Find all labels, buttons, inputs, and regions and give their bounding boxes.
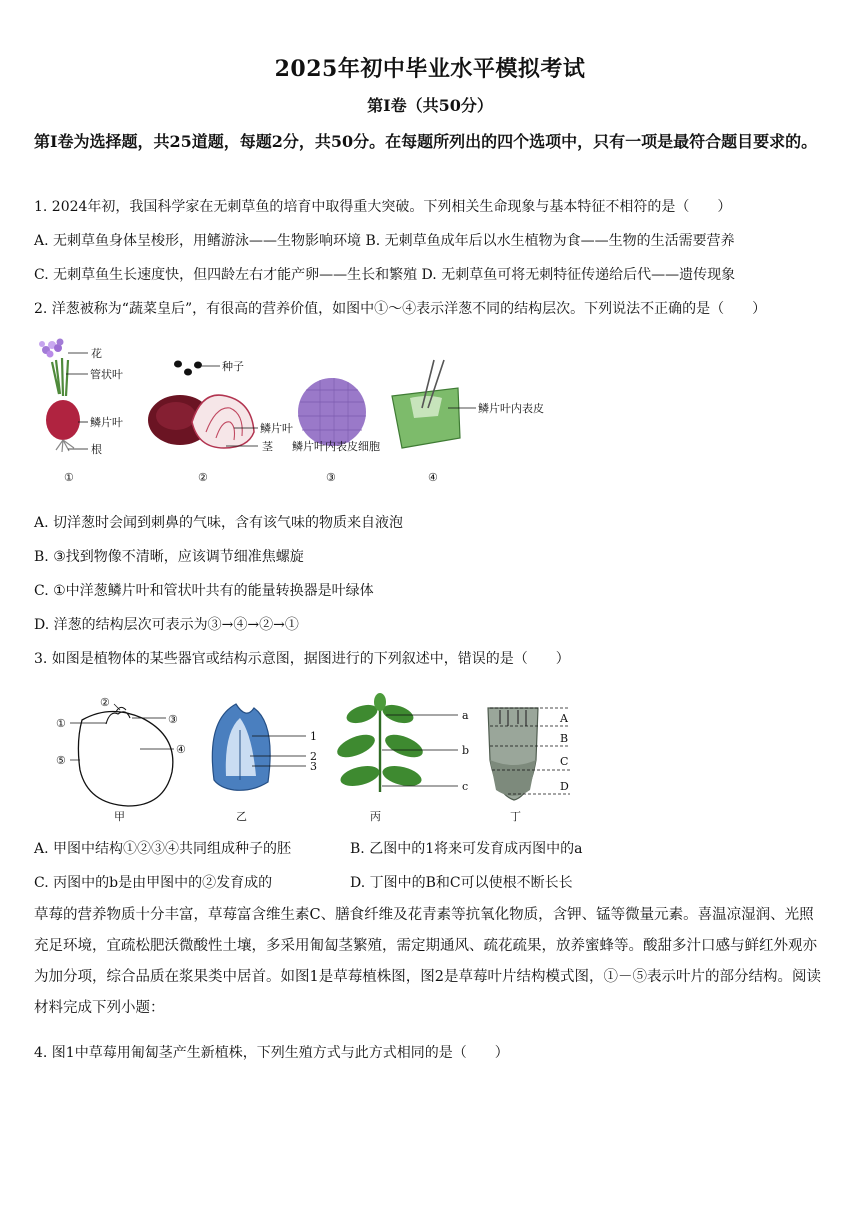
- q2-option-c: C. ①中洋葱鳞片叶和管状叶共有的能量转换器是叶绿体: [34, 583, 374, 599]
- ding-caption: 丁: [510, 810, 521, 823]
- q3-option-c: C. 丙图中的b是由甲图中的②发育成的: [34, 875, 273, 891]
- section-instructions: 第Ⅰ卷为选择题，共25道题，每题2分，共50分。在每题所列出的四个选项中，只有一项是最符合题目要求的。: [34, 132, 818, 151]
- label-root: 根: [91, 443, 102, 456]
- section-title: 第Ⅰ卷（共50分）: [367, 96, 493, 115]
- onion-structure-figure: [30, 336, 550, 488]
- ding-label-B: B: [560, 732, 569, 745]
- ding-label-D: D: [560, 780, 569, 793]
- label-n2: ②: [198, 471, 208, 484]
- jia-label-4: ④: [176, 743, 186, 756]
- label-n1: ①: [64, 471, 74, 484]
- label-n3: ③: [326, 471, 336, 484]
- q2-stem: 2. 洋葱被称为“蔬菜皇后”，有很高的营养价值，如图中①～④表示洋葱不同的结构层次。下列说法不正确的是（ ）: [34, 301, 767, 317]
- onion-seeds-drawing: [174, 361, 202, 376]
- label-scale-leaf: 鳞片叶: [90, 416, 123, 429]
- bing-label-b: b: [462, 744, 470, 757]
- root-tip-drawing: [488, 708, 538, 800]
- q1-stem: 1. 2024年初，我国科学家在无刺草鱼的培育中取得重大突破。下列相关生命现象与基本特征不相符的是（ ）: [34, 199, 732, 215]
- yi-label-3: 3: [310, 760, 317, 773]
- q3-option-a: A. 甲图中结构①②③④共同组成种子的胚: [34, 841, 292, 857]
- label-epidermal-cell: 鳞片叶内表皮细胞: [292, 440, 380, 453]
- jia-label-2: ②: [100, 696, 110, 709]
- jia-label-3: ③: [168, 713, 178, 726]
- ding-label-C: C: [560, 755, 569, 768]
- epidermis-tissue-drawing: [392, 360, 460, 448]
- onion-plant-drawing: [39, 339, 80, 453]
- q3-option-d: D. 丁图中的B和C可以使根不断长长: [350, 875, 573, 891]
- exam-title: 2025年初中毕业水平模拟考试: [274, 56, 586, 82]
- epidermal-cells-drawing: [298, 378, 366, 446]
- label-seed: 种子: [222, 360, 244, 373]
- label-stem: 茎: [262, 440, 273, 453]
- label-flower: 花: [91, 347, 102, 360]
- label-n4: ④: [428, 471, 438, 484]
- bing-label-a: a: [462, 709, 469, 722]
- strawberry-passage: 草莓的营养物质十分丰富，草莓富含维生素C、膳食纤维及花青素等抗氧化物质，含钾、锰等微量元素。喜温凉湿润、光照充足环境，宜疏松肥沃微酸性土壤，多采用匍匐茎繁殖，需定期通风、疏花疏果，放养蜜蜂等。酸甜多汁口感与鲜红外观亦为加分项，综合品质在浆果类中居首。如图1是草莓植株图，图2是草莓叶片结构模式图，①－⑤表示叶片的部分结构。阅读材料完成下列小题：: [34, 907, 821, 1016]
- q3-stem: 3. 如图是植物体的某些器官或结构示意图，据图进行的下列叙述中，错误的是（ ）: [34, 651, 570, 667]
- ding-label-A: A: [560, 712, 568, 725]
- q2-option-b: B. ③找到物像不清晰，应该调节细准焦螺旋: [34, 549, 304, 565]
- label-tube-leaf: 管状叶: [90, 368, 123, 381]
- plant-organs-figure: [30, 690, 590, 826]
- q2-option-d: D. 洋葱的结构层次可表示为③→④→②→①: [34, 617, 299, 633]
- label-scale-leaf-2: 鳞片叶: [260, 422, 293, 435]
- label-epidermis: 鳞片叶内表皮: [478, 402, 544, 415]
- jia-caption: 甲: [114, 810, 125, 823]
- q1-options-cd: C. 无刺草鱼生长速度快，但四龄左右才能产卵——生长和繁殖 D. 无刺草鱼可将无刺特征传递给后代——遗传现象: [34, 267, 736, 283]
- stem-with-leaves-drawing: [334, 693, 426, 792]
- q3-option-b: B. 乙图中的1将来可发育成丙图中的a: [350, 841, 583, 857]
- bing-caption: 丙: [370, 810, 381, 823]
- q1-options-ab: A. 无刺草鱼身体呈梭形，用鳍游泳——生物影响环境 B. 无刺草鱼成年后以水生植物为食——生物的生活需要营养: [34, 233, 735, 249]
- jia-label-1: ①: [56, 717, 66, 730]
- yi-caption: 乙: [236, 810, 247, 823]
- yi-label-1: 1: [310, 730, 317, 743]
- bing-label-c: c: [462, 780, 469, 793]
- jia-label-5: ⑤: [56, 754, 66, 767]
- yi-label-2: 2: [310, 750, 317, 763]
- seed-drawing: [78, 707, 172, 806]
- q2-option-a: A. 切洋葱时会闻到刺鼻的气味，含有该气味的物质来自液泡: [34, 515, 404, 531]
- bud-drawing: [212, 704, 270, 790]
- q4-stem: 4. 图1中草莓用匍匐茎产生新植株，下列生殖方式与此方式相同的是（ ）: [34, 1045, 509, 1061]
- onion-bulb-drawing: [148, 395, 254, 448]
